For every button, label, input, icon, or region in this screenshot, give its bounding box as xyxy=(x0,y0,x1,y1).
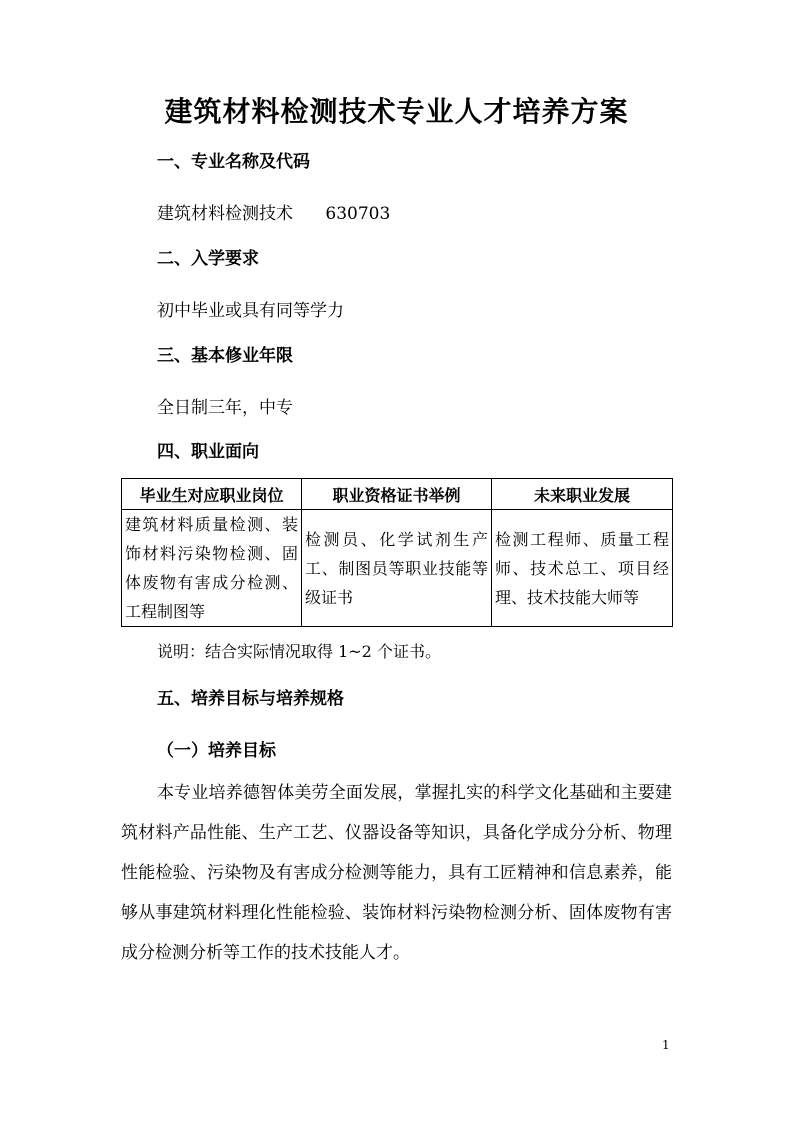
table-header-row xyxy=(122,479,673,510)
page-number: 1 xyxy=(662,1038,670,1052)
section-heading-admission: 二、入学要求 xyxy=(157,249,259,269)
admission-requirement-text: 初中毕业或具有同等学力 xyxy=(157,301,344,321)
section-heading-objectives: 五、培养目标与培养规格 xyxy=(157,689,344,709)
document-title: 建筑材料检测技术专业人才培养方案 xyxy=(164,95,629,128)
section-heading-major-name: 一、专业名称及代码 xyxy=(157,152,310,172)
section-heading-career: 四、职业面向 xyxy=(157,442,259,462)
header-certificates: 职业资格证书举例 xyxy=(302,479,492,510)
sub-heading-training-goal: （一）培养目标 xyxy=(157,741,276,761)
career-table xyxy=(121,478,673,627)
cell-career-development: 检测工程师、质量工程师、技术总工、项目经理、技术技能大师等 xyxy=(492,510,673,627)
table-row xyxy=(122,510,673,627)
study-period-text: 全日制三年，中专 xyxy=(157,398,293,418)
header-job-positions: 毕业生对应职业岗位 xyxy=(122,479,302,510)
training-goal-paragraph: 本专业培养德智体美劳全面发展，掌握扎实的科学文化基础和主要建筑材料产品性能、生产工艺、仪器设备等知识，具备化学成分分析、物理性能检验、污染物及有害成分检测等能力，具有工匠精神和信息素养，能够从事建筑材料理化性能检验、装饰材料污染物检测分析、固体废物有害成分检测分析等工作的技术技能人才。 xyxy=(121,783,672,963)
table-note: 说明：结合实际情况取得 1~2 个证书。 xyxy=(157,642,441,661)
cell-job-positions: 建筑材料质量检测、装饰材料污染物检测、固体废物有害成分检测、工程制图等 xyxy=(122,510,302,627)
major-name-code-text: 建筑材料检测技术 630703 xyxy=(157,204,391,224)
section-heading-study-period: 三、基本修业年限 xyxy=(157,346,293,366)
header-career-development: 未来职业发展 xyxy=(492,479,673,510)
cell-certificates: 检测员、化学试剂生产工、制图员等职业技能等级证书 xyxy=(302,510,492,627)
